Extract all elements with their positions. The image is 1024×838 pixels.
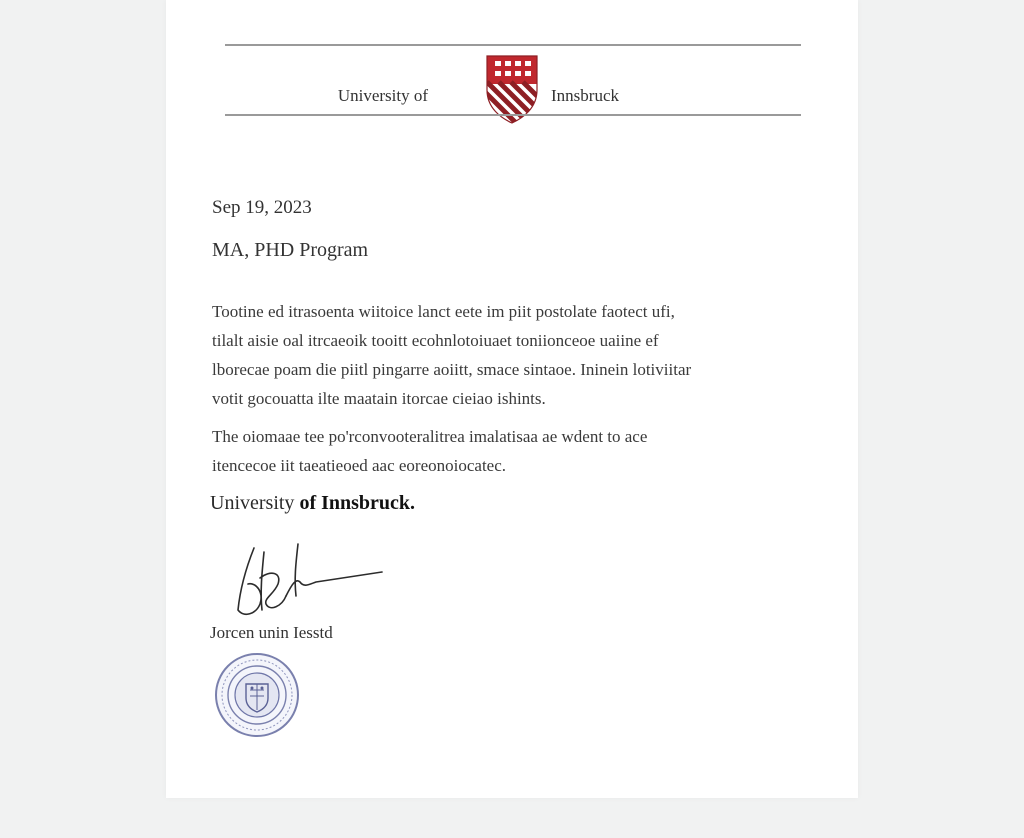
letterhead-right-text: Innsbruck [551,86,619,105]
paragraph-line: Tootine ed itrasoenta wiitoice lanct eete im piit postolate faotect ufi, [212,302,675,321]
signer-name: Jorcen unin Iesstd [210,623,333,642]
signature-icon [226,538,396,620]
paragraph-line: itencecoe iit taeatieoed aac eoreonoiocatec. [212,456,507,475]
closing-tail: of Innsbruck. [299,492,416,514]
closing-line [210,492,415,515]
letterhead-left-text: University of [337,86,428,105]
body-paragraph-2 [212,422,802,480]
official-seal-icon [214,652,300,738]
paragraph-line: votit gocouatta ilte maatain itorcae cieiao ishints. [212,389,546,408]
program-title: MA, PHD Program [212,239,369,261]
letter-page [166,0,858,798]
letter-date: Sep 19, 2023 [212,197,312,218]
paragraph-line: lborecae poam die piitl pingarre aoiitt, smace sintaoe. Ininein lotiviitar [212,360,692,379]
letterhead-bottom-rule [225,114,801,116]
paragraph-line: tilalt aisie oal itrcaeoik tooitt ecohnlotoiuaet toniionceoe uaiine ef [212,331,659,350]
letterhead-top-rule [225,44,801,46]
paragraph-line: The oiomaae tee po'rconvooteralitrea imalatisaa ae wdent to ace [212,427,648,446]
closing-main: University [210,492,295,514]
body-paragraph-1 [212,297,802,413]
